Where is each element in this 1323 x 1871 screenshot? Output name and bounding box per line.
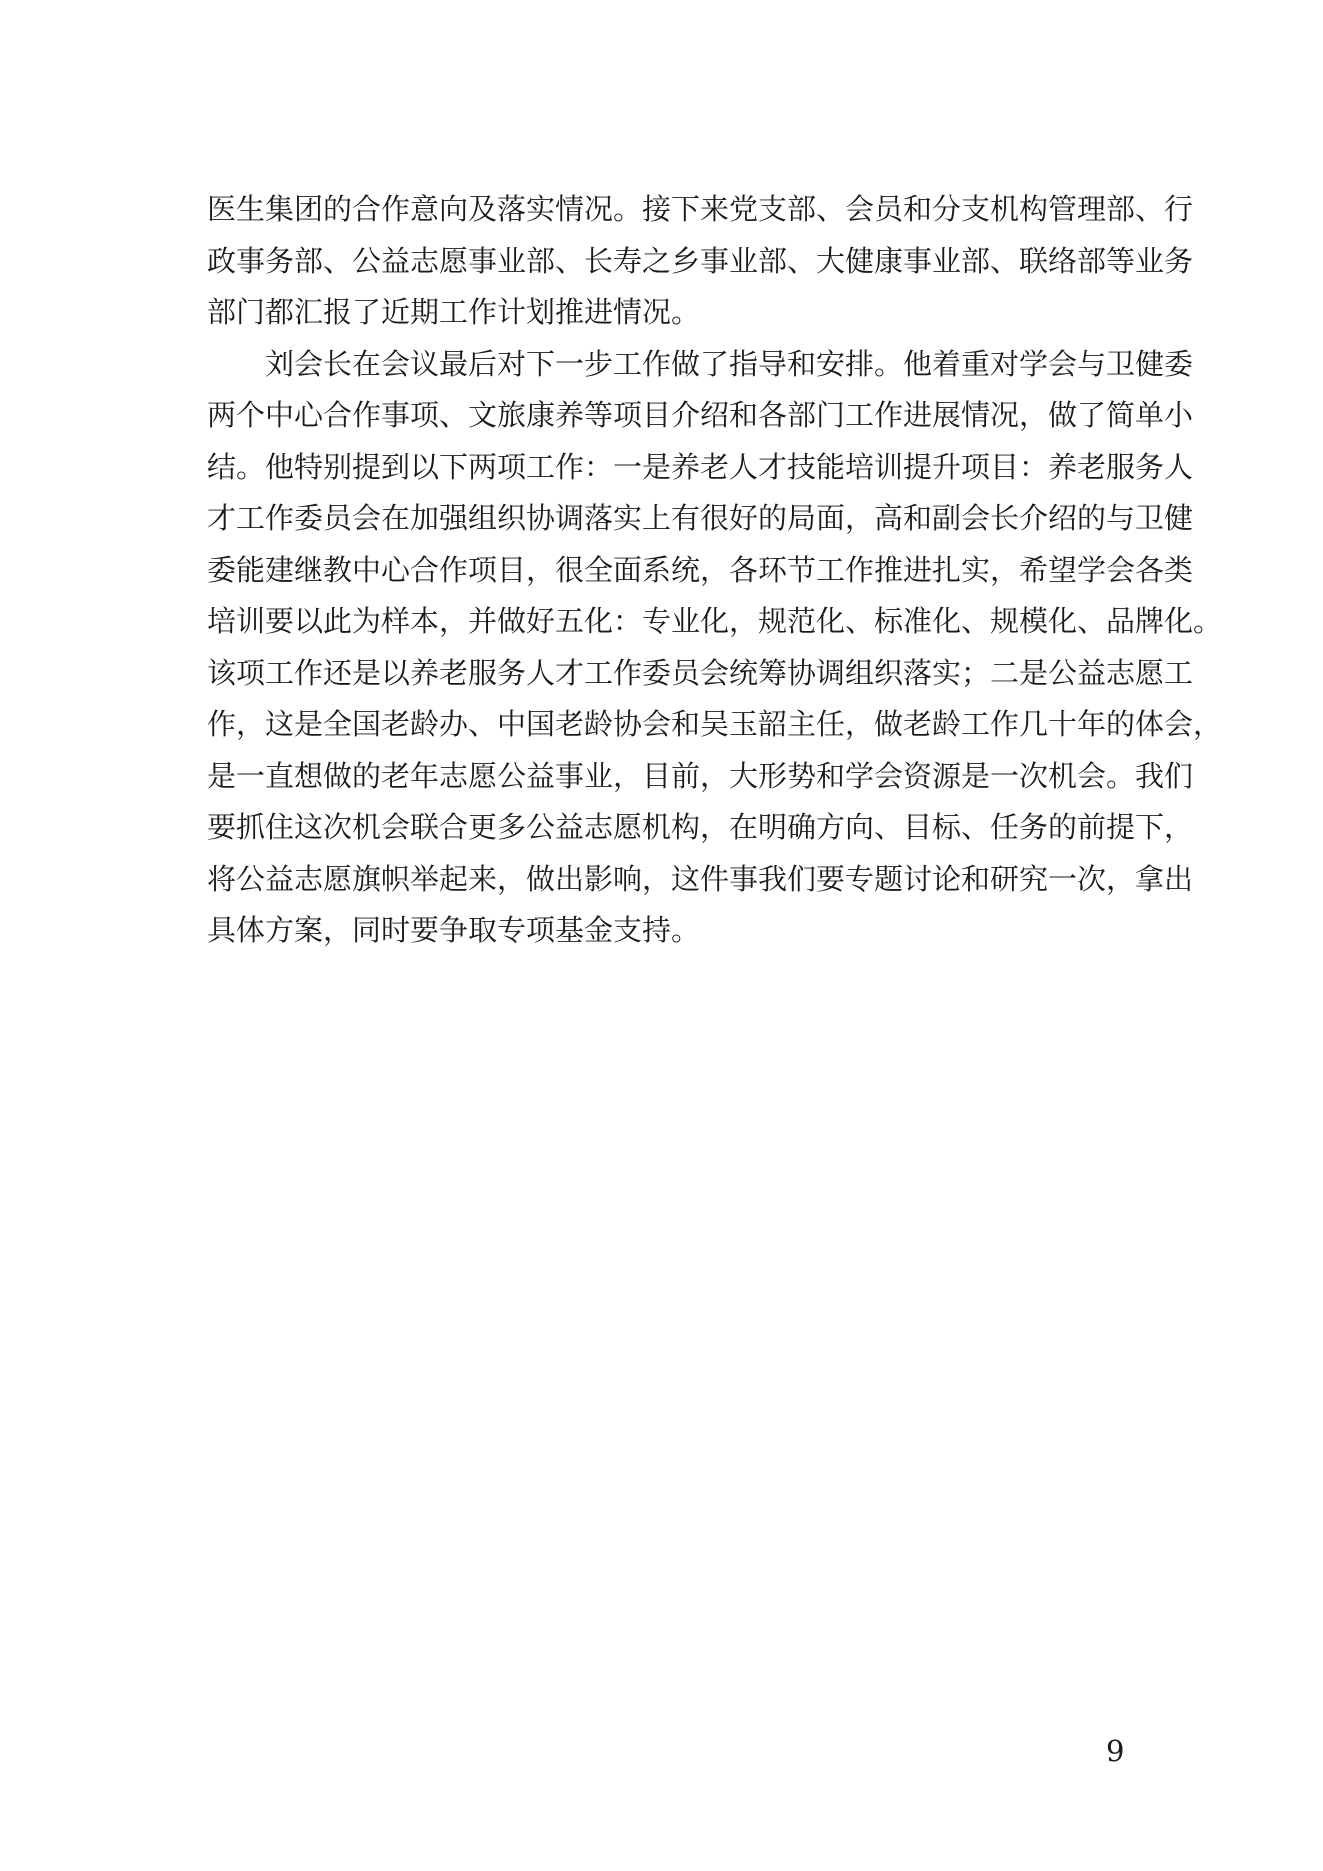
text-line: 具体方案，同时要争取专项基金支持。 <box>207 913 701 947</box>
text-line: 部门都汇报了近期工作计划推进情况。 <box>207 295 701 329</box>
text-line: 刘会长在会议最后对下一步工作做了指导和安排。他着重对学会与卫健委 <box>265 346 1194 381</box>
text-line: 将公益志愿旗帜举起来，做出影响，这件事我们要专题讨论和研究一次，拿出 <box>207 861 1194 896</box>
text-line: 政事务部、公益志愿事业部、长寿之乡事业部、大健康事业部、联络部等业务 <box>207 243 1194 278</box>
text-line: 培训要以此为样本，并做好五化：专业化，规范化、标准化、规模化、品牌化。 <box>207 604 1223 638</box>
page-number: 9 <box>1106 1734 1125 1768</box>
text-line: 才工作委员会在加强组织协调落实上有很好的局面，高和副会长介绍的与卫健 <box>207 501 1194 535</box>
text-line: 要抓住这次机会联合更多公益志愿机构，在明确方向、目标、任务的前提下， <box>207 810 1194 844</box>
text-line: 作，这是全国老龄办、中国老龄协会和吴玉韶主任，做老龄工作几十年的体会， <box>207 707 1223 741</box>
text-line: 该项工作还是以养老服务人才工作委员会统筹协调组织落实；二是公益志愿工 <box>207 655 1194 690</box>
text-line: 结。他特别提到以下两项工作：一是养老人才技能培训提升项目：养老服务人 <box>207 449 1194 484</box>
text-line: 医生集团的合作意向及落实情况。接下来党支部、会员和分支机构管理部、行 <box>207 192 1194 226</box>
text-line: 委能建继教中心合作项目，很全面系统，各环节工作推进扎实，希望学会各类 <box>207 552 1194 587</box>
text-line: 两个中心合作事项、文旅康养等项目介绍和各部门工作进展情况，做了简单小 <box>207 398 1194 432</box>
text-line: 是一直想做的老年志愿公益事业，目前，大形势和学会资源是一次机会。我们 <box>207 758 1194 793</box>
paragraph-2 <box>207 339 1223 957</box>
body-text <box>207 184 1223 957</box>
paragraph-1 <box>207 184 1194 339</box>
